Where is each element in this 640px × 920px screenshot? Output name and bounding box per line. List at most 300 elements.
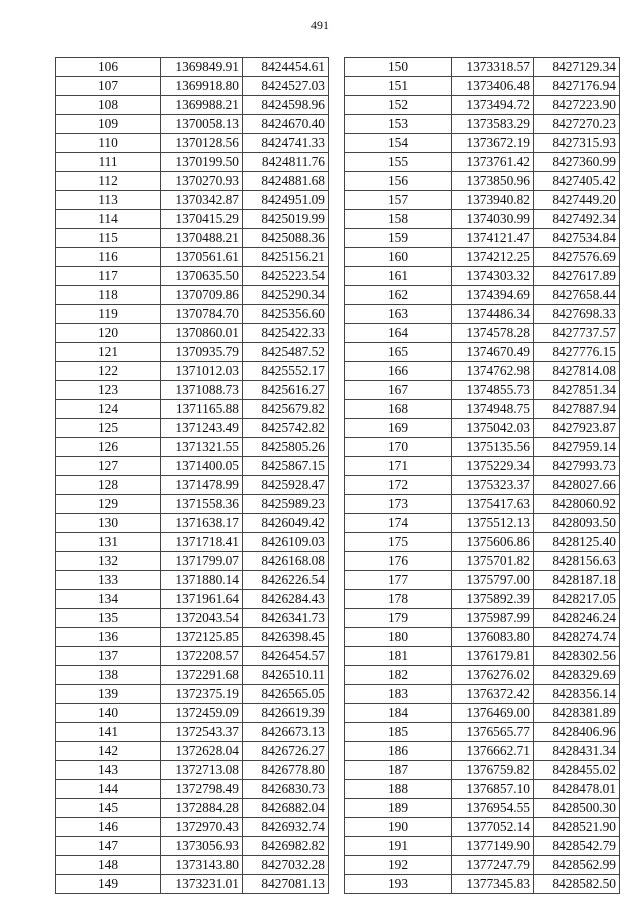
table-row [345, 818, 620, 837]
x-coordinate-cell: 1377247.79 [452, 856, 534, 875]
page-number: 491 [311, 18, 329, 32]
point-number-cell: 133 [56, 571, 161, 590]
x-coordinate-cell: 1376954.55 [452, 799, 534, 818]
point-number-cell: 132 [56, 552, 161, 571]
x-coordinate-cell: 1371243.49 [161, 419, 243, 438]
y-coordinate-cell: 8428187.18 [534, 571, 620, 590]
table-row [56, 476, 329, 495]
point-number-cell: 130 [56, 514, 161, 533]
x-coordinate-cell: 1372043.54 [161, 609, 243, 628]
x-coordinate-cell: 1373056.93 [161, 837, 243, 856]
table-row [56, 628, 329, 647]
table-row [56, 875, 329, 894]
x-coordinate-cell: 1371088.73 [161, 381, 243, 400]
y-coordinate-cell: 8426454.57 [243, 647, 329, 666]
point-number-cell: 180 [345, 628, 452, 647]
table-row [345, 438, 620, 457]
x-coordinate-cell: 1372291.68 [161, 666, 243, 685]
point-number-cell: 139 [56, 685, 161, 704]
x-coordinate-cell: 1373494.72 [452, 96, 534, 115]
table-row [345, 742, 620, 761]
y-coordinate-cell: 8428356.14 [534, 685, 620, 704]
point-number-cell: 113 [56, 191, 161, 210]
point-number-cell: 160 [345, 248, 452, 267]
table-row [56, 58, 329, 77]
table-row [56, 514, 329, 533]
table-row [345, 96, 620, 115]
table-row [345, 666, 620, 685]
y-coordinate-cell: 8426778.80 [243, 761, 329, 780]
point-number-cell: 150 [345, 58, 452, 77]
point-number-cell: 142 [56, 742, 161, 761]
y-coordinate-cell: 8426619.39 [243, 704, 329, 723]
table-row [345, 286, 620, 305]
point-number-cell: 129 [56, 495, 161, 514]
y-coordinate-cell: 8427032.28 [243, 856, 329, 875]
y-coordinate-cell: 8424741.33 [243, 134, 329, 153]
table-row [56, 419, 329, 438]
table-row [345, 590, 620, 609]
table-row [56, 780, 329, 799]
table-row [345, 134, 620, 153]
y-coordinate-cell: 8427776.15 [534, 343, 620, 362]
point-number-cell: 147 [56, 837, 161, 856]
point-number-cell: 189 [345, 799, 452, 818]
table-row [56, 324, 329, 343]
y-coordinate-cell: 8427923.87 [534, 419, 620, 438]
point-number-cell: 121 [56, 343, 161, 362]
y-coordinate-cell: 8426726.27 [243, 742, 329, 761]
x-coordinate-cell: 1370709.86 [161, 286, 243, 305]
table-row [345, 115, 620, 134]
y-coordinate-cell: 8427959.14 [534, 438, 620, 457]
y-coordinate-cell: 8427315.93 [534, 134, 620, 153]
point-number-cell: 186 [345, 742, 452, 761]
x-coordinate-cell: 1376857.10 [452, 780, 534, 799]
x-coordinate-cell: 1373143.80 [161, 856, 243, 875]
table-row [56, 191, 329, 210]
point-number-cell: 125 [56, 419, 161, 438]
x-coordinate-cell: 1370561.61 [161, 248, 243, 267]
x-coordinate-cell: 1374948.75 [452, 400, 534, 419]
y-coordinate-cell: 8427492.34 [534, 210, 620, 229]
y-coordinate-cell: 8427617.89 [534, 267, 620, 286]
x-coordinate-cell: 1372459.09 [161, 704, 243, 723]
table-row [56, 343, 329, 362]
y-coordinate-cell: 8427449.20 [534, 191, 620, 210]
table-row [56, 267, 329, 286]
table-row [345, 172, 620, 191]
y-coordinate-cell: 8428060.92 [534, 495, 620, 514]
point-number-cell: 187 [345, 761, 452, 780]
point-number-cell: 149 [56, 875, 161, 894]
point-number-cell: 154 [345, 134, 452, 153]
point-number-cell: 116 [56, 248, 161, 267]
y-coordinate-cell: 8427405.42 [534, 172, 620, 191]
x-coordinate-cell: 1371321.55 [161, 438, 243, 457]
y-coordinate-cell: 8428406.96 [534, 723, 620, 742]
point-number-cell: 164 [345, 324, 452, 343]
x-coordinate-cell: 1373761.42 [452, 153, 534, 172]
y-coordinate-cell: 8425088.36 [243, 229, 329, 248]
y-coordinate-cell: 8427737.57 [534, 324, 620, 343]
y-coordinate-cell: 8424598.96 [243, 96, 329, 115]
point-number-cell: 138 [56, 666, 161, 685]
y-coordinate-cell: 8428521.90 [534, 818, 620, 837]
y-coordinate-cell: 8424951.09 [243, 191, 329, 210]
y-coordinate-cell: 8425487.52 [243, 343, 329, 362]
table-row [56, 381, 329, 400]
y-coordinate-cell: 8427993.73 [534, 457, 620, 476]
table-row [345, 609, 620, 628]
x-coordinate-cell: 1375229.34 [452, 457, 534, 476]
x-coordinate-cell: 1370784.70 [161, 305, 243, 324]
y-coordinate-cell: 8427534.84 [534, 229, 620, 248]
x-coordinate-cell: 1372970.43 [161, 818, 243, 837]
y-coordinate-cell: 8426398.45 [243, 628, 329, 647]
x-coordinate-cell: 1377345.83 [452, 875, 534, 894]
x-coordinate-cell: 1374670.49 [452, 343, 534, 362]
table-row [56, 172, 329, 191]
table-row [345, 362, 620, 381]
y-coordinate-cell: 8428217.05 [534, 590, 620, 609]
x-coordinate-cell: 1374855.73 [452, 381, 534, 400]
table-row [345, 305, 620, 324]
point-number-cell: 179 [345, 609, 452, 628]
point-number-cell: 148 [56, 856, 161, 875]
table-row [345, 191, 620, 210]
table-row [345, 153, 620, 172]
y-coordinate-cell: 8426168.08 [243, 552, 329, 571]
y-coordinate-cell: 8424527.03 [243, 77, 329, 96]
point-number-cell: 123 [56, 381, 161, 400]
y-coordinate-cell: 8428455.02 [534, 761, 620, 780]
x-coordinate-cell: 1375512.13 [452, 514, 534, 533]
y-coordinate-cell: 8428542.79 [534, 837, 620, 856]
point-number-cell: 135 [56, 609, 161, 628]
point-number-cell: 136 [56, 628, 161, 647]
table-row [345, 514, 620, 533]
point-number-cell: 177 [345, 571, 452, 590]
y-coordinate-cell: 8425019.99 [243, 210, 329, 229]
x-coordinate-cell: 1369988.21 [161, 96, 243, 115]
y-coordinate-cell: 8425867.15 [243, 457, 329, 476]
x-coordinate-cell: 1370935.79 [161, 343, 243, 362]
point-number-cell: 174 [345, 514, 452, 533]
x-coordinate-cell: 1372884.28 [161, 799, 243, 818]
point-number-cell: 181 [345, 647, 452, 666]
y-coordinate-cell: 8428582.50 [534, 875, 620, 894]
table-row [56, 495, 329, 514]
x-coordinate-cell: 1370488.21 [161, 229, 243, 248]
table-row [345, 248, 620, 267]
point-number-cell: 178 [345, 590, 452, 609]
x-coordinate-cell: 1375135.56 [452, 438, 534, 457]
y-coordinate-cell: 8424670.40 [243, 115, 329, 134]
x-coordinate-cell: 1375323.37 [452, 476, 534, 495]
point-number-cell: 128 [56, 476, 161, 495]
y-coordinate-cell: 8427360.99 [534, 153, 620, 172]
point-number-cell: 143 [56, 761, 161, 780]
point-number-cell: 106 [56, 58, 161, 77]
table-row [345, 875, 620, 894]
table-row [345, 77, 620, 96]
table-row [56, 286, 329, 305]
x-coordinate-cell: 1372713.08 [161, 761, 243, 780]
x-coordinate-cell: 1374578.28 [452, 324, 534, 343]
point-number-cell: 137 [56, 647, 161, 666]
x-coordinate-cell: 1375701.82 [452, 552, 534, 571]
point-number-cell: 114 [56, 210, 161, 229]
y-coordinate-cell: 8428431.34 [534, 742, 620, 761]
y-coordinate-cell: 8428329.69 [534, 666, 620, 685]
y-coordinate-cell: 8428381.89 [534, 704, 620, 723]
y-coordinate-cell: 8427176.94 [534, 77, 620, 96]
y-coordinate-cell: 8426565.05 [243, 685, 329, 704]
y-coordinate-cell: 8426284.43 [243, 590, 329, 609]
x-coordinate-cell: 1373850.96 [452, 172, 534, 191]
point-number-cell: 109 [56, 115, 161, 134]
y-coordinate-cell: 8426932.74 [243, 818, 329, 837]
y-coordinate-cell: 8426510.11 [243, 666, 329, 685]
table-row [345, 704, 620, 723]
x-coordinate-cell: 1374762.98 [452, 362, 534, 381]
point-number-cell: 176 [345, 552, 452, 571]
point-number-cell: 115 [56, 229, 161, 248]
point-number-cell: 120 [56, 324, 161, 343]
x-coordinate-cell: 1371718.41 [161, 533, 243, 552]
x-coordinate-cell: 1372375.19 [161, 685, 243, 704]
table-row [56, 799, 329, 818]
table-row [56, 134, 329, 153]
y-coordinate-cell: 8428093.50 [534, 514, 620, 533]
y-coordinate-cell: 8426982.82 [243, 837, 329, 856]
point-number-cell: 185 [345, 723, 452, 742]
table-row [345, 419, 620, 438]
y-coordinate-cell: 8426673.13 [243, 723, 329, 742]
table-row [56, 742, 329, 761]
table-row [56, 818, 329, 837]
x-coordinate-cell: 1376276.02 [452, 666, 534, 685]
y-coordinate-cell: 8428156.63 [534, 552, 620, 571]
table-row [56, 685, 329, 704]
point-number-cell: 162 [345, 286, 452, 305]
point-number-cell: 168 [345, 400, 452, 419]
y-coordinate-cell: 8428478.01 [534, 780, 620, 799]
y-coordinate-cell: 8428246.24 [534, 609, 620, 628]
point-number-cell: 152 [345, 96, 452, 115]
table-row [345, 780, 620, 799]
x-coordinate-cell: 1370199.50 [161, 153, 243, 172]
x-coordinate-cell: 1376083.80 [452, 628, 534, 647]
table-row [345, 210, 620, 229]
point-number-cell: 171 [345, 457, 452, 476]
table-row [345, 533, 620, 552]
point-number-cell: 131 [56, 533, 161, 552]
point-number-cell: 126 [56, 438, 161, 457]
y-coordinate-cell: 8425989.23 [243, 495, 329, 514]
point-number-cell: 163 [345, 305, 452, 324]
y-coordinate-cell: 8428274.74 [534, 628, 620, 647]
y-coordinate-cell: 8426830.73 [243, 780, 329, 799]
point-number-cell: 127 [56, 457, 161, 476]
point-number-cell: 165 [345, 343, 452, 362]
x-coordinate-cell: 1374394.69 [452, 286, 534, 305]
point-number-cell: 145 [56, 799, 161, 818]
x-coordinate-cell: 1377052.14 [452, 818, 534, 837]
table-row [345, 723, 620, 742]
y-coordinate-cell: 8427658.44 [534, 286, 620, 305]
y-coordinate-cell: 8427851.34 [534, 381, 620, 400]
table-row [345, 571, 620, 590]
x-coordinate-cell: 1370270.93 [161, 172, 243, 191]
x-coordinate-cell: 1374303.32 [452, 267, 534, 286]
table-row [56, 647, 329, 666]
x-coordinate-cell: 1375797.00 [452, 571, 534, 590]
table-row [345, 628, 620, 647]
table-row [345, 761, 620, 780]
point-number-cell: 153 [345, 115, 452, 134]
table-row [56, 856, 329, 875]
table-row [56, 723, 329, 742]
x-coordinate-cell: 1370415.29 [161, 210, 243, 229]
point-number-cell: 159 [345, 229, 452, 248]
x-coordinate-cell: 1371012.03 [161, 362, 243, 381]
y-coordinate-cell: 8427129.34 [534, 58, 620, 77]
x-coordinate-cell: 1370058.13 [161, 115, 243, 134]
x-coordinate-cell: 1375987.99 [452, 609, 534, 628]
table-row [345, 856, 620, 875]
x-coordinate-cell: 1371558.36 [161, 495, 243, 514]
x-coordinate-cell: 1374212.25 [452, 248, 534, 267]
point-number-cell: 167 [345, 381, 452, 400]
y-coordinate-cell: 8427887.94 [534, 400, 620, 419]
y-coordinate-cell: 8424454.61 [243, 58, 329, 77]
point-number-cell: 112 [56, 172, 161, 191]
x-coordinate-cell: 1373318.57 [452, 58, 534, 77]
point-number-cell: 170 [345, 438, 452, 457]
y-coordinate-cell: 8428302.56 [534, 647, 620, 666]
x-coordinate-cell: 1375892.39 [452, 590, 534, 609]
table-row [345, 229, 620, 248]
table-row [56, 248, 329, 267]
x-coordinate-cell: 1376565.77 [452, 723, 534, 742]
x-coordinate-cell: 1371799.07 [161, 552, 243, 571]
point-number-cell: 190 [345, 818, 452, 837]
table-row [56, 533, 329, 552]
table-row [345, 685, 620, 704]
y-coordinate-cell: 8426049.42 [243, 514, 329, 533]
table-row [56, 229, 329, 248]
table-row [345, 457, 620, 476]
point-number-cell: 169 [345, 419, 452, 438]
table-row [56, 457, 329, 476]
y-coordinate-cell: 8428500.30 [534, 799, 620, 818]
y-coordinate-cell: 8425805.26 [243, 438, 329, 457]
y-coordinate-cell: 8425679.82 [243, 400, 329, 419]
point-number-cell: 111 [56, 153, 161, 172]
point-number-cell: 151 [345, 77, 452, 96]
x-coordinate-cell: 1374030.99 [452, 210, 534, 229]
point-number-cell: 122 [56, 362, 161, 381]
table-row [56, 96, 329, 115]
x-coordinate-cell: 1371961.64 [161, 590, 243, 609]
x-coordinate-cell: 1370128.56 [161, 134, 243, 153]
x-coordinate-cell: 1371400.05 [161, 457, 243, 476]
table-row [56, 400, 329, 419]
x-coordinate-cell: 1374121.47 [452, 229, 534, 248]
y-coordinate-cell: 8428562.99 [534, 856, 620, 875]
table-row [56, 590, 329, 609]
x-coordinate-cell: 1376179.81 [452, 647, 534, 666]
x-coordinate-cell: 1371638.17 [161, 514, 243, 533]
point-number-cell: 118 [56, 286, 161, 305]
y-coordinate-cell: 8425616.27 [243, 381, 329, 400]
table-row [345, 799, 620, 818]
y-coordinate-cell: 8425290.34 [243, 286, 329, 305]
x-coordinate-cell: 1374486.34 [452, 305, 534, 324]
point-number-cell: 173 [345, 495, 452, 514]
table-row [56, 210, 329, 229]
point-number-cell: 155 [345, 153, 452, 172]
y-coordinate-cell: 8425928.47 [243, 476, 329, 495]
table-row [56, 761, 329, 780]
x-coordinate-cell: 1376662.71 [452, 742, 534, 761]
point-number-cell: 192 [345, 856, 452, 875]
x-coordinate-cell: 1371880.14 [161, 571, 243, 590]
table-row [56, 571, 329, 590]
y-coordinate-cell: 8427081.13 [243, 875, 329, 894]
y-coordinate-cell: 8424811.76 [243, 153, 329, 172]
table-row [56, 305, 329, 324]
y-coordinate-cell: 8427576.69 [534, 248, 620, 267]
x-coordinate-cell: 1377149.90 [452, 837, 534, 856]
table-row [345, 267, 620, 286]
coordinate-table-left [55, 57, 329, 894]
point-number-cell: 158 [345, 210, 452, 229]
table-row [345, 495, 620, 514]
point-number-cell: 184 [345, 704, 452, 723]
y-coordinate-cell: 8426226.54 [243, 571, 329, 590]
table-row [345, 58, 620, 77]
point-number-cell: 124 [56, 400, 161, 419]
y-coordinate-cell: 8427270.23 [534, 115, 620, 134]
x-coordinate-cell: 1376759.82 [452, 761, 534, 780]
point-number-cell: 188 [345, 780, 452, 799]
point-number-cell: 182 [345, 666, 452, 685]
table-row [345, 400, 620, 419]
x-coordinate-cell: 1372543.37 [161, 723, 243, 742]
y-coordinate-cell: 8425422.33 [243, 324, 329, 343]
table-row [56, 837, 329, 856]
table-row [345, 476, 620, 495]
y-coordinate-cell: 8424881.68 [243, 172, 329, 191]
table-row [56, 609, 329, 628]
x-coordinate-cell: 1376372.42 [452, 685, 534, 704]
table-row [345, 552, 620, 571]
table-row [56, 666, 329, 685]
y-coordinate-cell: 8428125.40 [534, 533, 620, 552]
point-number-cell: 183 [345, 685, 452, 704]
y-coordinate-cell: 8425356.60 [243, 305, 329, 324]
x-coordinate-cell: 1376469.00 [452, 704, 534, 723]
y-coordinate-cell: 8426109.03 [243, 533, 329, 552]
point-number-cell: 166 [345, 362, 452, 381]
x-coordinate-cell: 1373672.19 [452, 134, 534, 153]
point-number-cell: 119 [56, 305, 161, 324]
x-coordinate-cell: 1373583.29 [452, 115, 534, 134]
point-number-cell: 157 [345, 191, 452, 210]
